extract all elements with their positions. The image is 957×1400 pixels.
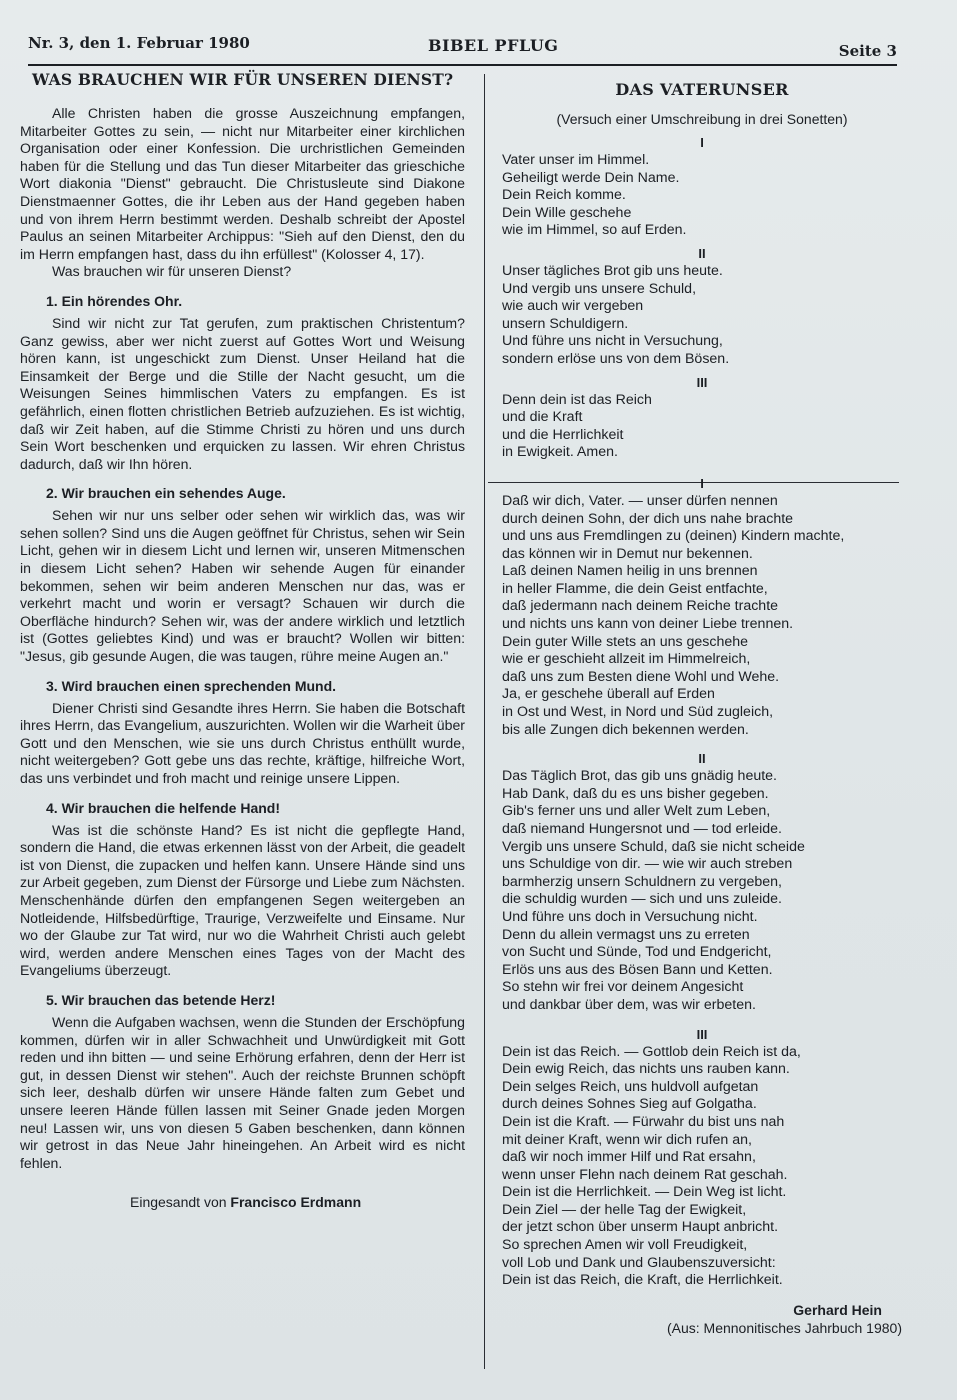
section-text: Sind wir nicht zur Tat gerufen, zum praktischen Christentum? Ganz gewiss, aber wer nicht zuerst auf Gottes Wort und Weisung hören kann, ist ungeschickt zum Dienst. Unser Heiland hat die Einsamkeit der Berge und die Stille der Nacht gesucht, um die Weisungen Seines himmlischen Vaters zu empfangen. Es ist gefährlich, einen flotten christlichen Betrieb aufzuziehen. Es ist wichtig, daß wir Zeit haben, auf die Stimme Christi zu hören und uns durch Sein Wort beschenken und erquicken zu lassen. Wir ehren Christus dadurch, daß wir Ihn hören. [20, 314, 465, 472]
poem-line: durch deinen Sohn, der dich uns nahe brachte [502, 510, 794, 527]
section-heading: 3. Wird brauchen einen sprechenden Mund. [46, 677, 337, 694]
poem-line: Hab Dank, daß du es uns bisher gegeben. [502, 785, 769, 802]
poem-line: Geheiligt werde Dein Name. [502, 169, 680, 186]
stanza-numeral: I [700, 135, 704, 150]
poem-line: Laß deinen Namen heilig in uns brennen [502, 563, 758, 580]
section-heading: 4. Wir brauchen die helfende Hand! [46, 799, 281, 816]
poem-line: und die Herrlichkeit [502, 426, 624, 443]
poem-line: Dein ist die Kraft. — Fürwahr du bist uns nah [502, 1113, 785, 1130]
stanza-numeral: III [696, 1026, 708, 1042]
section-heading: 2. Wir brauchen ein sehendes Auge. [46, 485, 286, 502]
poem-line: Und führe uns nicht in Versuchung, [502, 333, 723, 350]
section-text: Sehen wir nur uns selber oder sehen wir wirklich das, was wir sehen sollen? Sind uns die Augen geöffnet für Christus, sehen wir Sein Licht, gehen wir in diesem Licht und lernen wir, unseren Mitmenschen in diesem Licht sehen? Haben wir sehende Augen für einander bekommen, sehen wir beim anderen Menschen nur das, was er verkehrt macht und worin er versagt? Schauen wir durch die Oberfläche hindurch? Sehen wir, was der andere wirklich und letztlich ist (Gottes geliebtes Kind) und was er braucht? Wollen wir bitten: "Jesus, gib gesunde Augen, die was taugen, rühre meine Augen an." [20, 507, 465, 665]
section-heading: 1. Ein hörendes Ohr. [46, 292, 183, 309]
poem-line: uns Schuldige von dir. — wie wir auch streben [502, 856, 793, 873]
poem-line: Dein ewig Reich, das nichts uns rauben kann. [502, 1061, 790, 1078]
poem-line: durch deines Sohnes Sieg auf Golgatha. [502, 1096, 757, 1113]
page-number: Seite 3 [838, 42, 897, 60]
poem-line: daß uns zum Besten diene Wohl und Wehe. [502, 668, 780, 685]
poem-line: Dein Wille geschehe [502, 204, 632, 221]
poem-line: Unser tägliches Brot gib uns heute. [502, 262, 723, 279]
stanza-numeral: II [698, 245, 706, 261]
poem-line: in heller Flamme, die dein Geist entfachte, [502, 580, 768, 597]
section-text: Diener Christi sind Gesandte ihres Herrn. Sie haben die Botschaft ihres Herrn, das Evangelium, auszurichten. Wollen wir die Warheit über Gott und den Menschen, wie sie uns durch Christus enthüllt wurde, nicht weitergeben? Gott gebe uns das rechte, kräftige, hilfreiche Wort, das uns verbindet und froh macht und reinige unsere Lippen. [20, 699, 465, 786]
article-signature [130, 1194, 465, 1210]
section-text: Was ist die schönste Hand? Es ist nicht die gepflegte Hand, sondern die Hand, die etwas erkennen lässt von der Arbeit, die geadelt ist von Dienst, die zupacken und helfen kann. Unsere Hände sind uns zur Arbeit gegeben, zum Dienst der Fürsorge und Liebe zum Nächsten. Menschenhände dürfen den empfangenen Segen weitergeben an Notleidende, Hilfsbedürftige, Traurige, Verzweifelte und Einsame. Nur wo der Glaube zur Tat wird, nur wo die Wahrheit Christi auch gelebt wird, werden andere Menschen eines Tages von der Macht des Evangeliums überzeugt. [20, 821, 465, 979]
poem-line: Erlös uns aus des Bösen Bann und Ketten. [502, 961, 773, 978]
poem-line: voll Lob und Dank und Glaubenszuversicht: [502, 1254, 776, 1271]
publication-title: BIBEL PFLUG [428, 36, 559, 55]
column-divider [484, 74, 485, 1369]
poem-column [502, 80, 902, 1336]
poem-line: Dein Reich komme. [502, 187, 626, 204]
poem-line: Dein guter Wille stets an uns geschehe [502, 633, 749, 650]
poem-author: Gerhard Hein [793, 1301, 882, 1318]
article-title: WAS BRAUCHEN WIR FÜR UNSEREN DIENST? [32, 70, 454, 89]
section-text: Wenn die Aufgaben wachsen, wenn die Stunden der Erschöpfung kommen, dürfen wir in aller Schwachheit und Unwürdigkeit mit Gott reden und ihn bitten — und seine Erhörung erfahren, denn der Herr ist gut, in dessen Dienst wir stehen". Auch der reichste Brunnen schöpft sich leer, deshalb dürfen wir unsere Hände falten zum Gebet und unsere leeren Hände füllen lassen mit Seiner Gnade jeden Morgen neu! Lassen wir, uns von diesen 5 Gaben beschenken, dann können wir getrost in das Neue Jahr hineingehen. An Arbeit wird es nicht fehlen. [20, 1013, 465, 1171]
issue-date: Nr. 3, den 1. Februar 1980 [28, 34, 250, 52]
poem-line: daß niemand Hungersnot und — tod erleide. [502, 821, 782, 837]
poem-line: Gib's ferner uns und aller Welt zum Leben, [502, 803, 771, 820]
poem-line: Dein ist die Herrlichkeit. — Dein Weg ist licht. [502, 1184, 787, 1201]
poem-line: bis alle Zungen dich bekennen werden. [502, 721, 749, 738]
poem-line: wenn unser Flehn nach deinem Rat geschah. [502, 1166, 788, 1183]
poem-line: Und führe uns doch in Versuchung nicht. [502, 908, 758, 925]
poem-line: und uns aus Fremdlingen zu (deinen) Kindern machte, [502, 528, 845, 545]
poem-line: unsern Schuldigern. [502, 315, 629, 332]
poem-line: und nichts uns kann von deiner Liebe trennen. [502, 616, 794, 633]
poem-line: Denn du allein vermagst uns zu erreten [502, 926, 750, 943]
poem-line: Dein Ziel — der helle Tag der Ewigkeit, [502, 1201, 747, 1218]
article-intro: Alle Christen haben die grosse Auszeichnung empfangen, Mitarbeiter Gottes zu sein, — nicht nur Mitarbeiter einer kirchlichen Organisation oder einer Konfession. Die urchristlichen Gemeinden haben für die Stellung und das Tun dieser Mitarbeiter das grieschiche Wort diakonia "Dienst" gebraucht. Die Christusleute sind Diakone Dienstmaenner Gottes, die ihr Leben aus der Hand gegeben haben und von ihrem Herrn bestimmt werden. Deshalb schreibt der Apostel Paulus an seinen Mitarbeiter Archippus: "Sieh auf den Dienst, den du im Herrn empfangen hast, dass du ihn erfüllest" (Kolosser 4, 17). [20, 105, 465, 262]
stanza-numeral: III [696, 374, 708, 390]
poem-line: der jetzt schon über unserm Haupt anbricht. [502, 1219, 779, 1236]
poem-line: So sprechen Amen wir voll Freudigkeit, [502, 1237, 748, 1254]
poem-line: Daß wir dich, Vater. — unser dürfen nennen [502, 492, 778, 509]
poem-line: So stehn wir frei vor deinem Angesicht [502, 979, 744, 996]
stanza-numeral: II [698, 751, 706, 767]
poem-subtitle: (Versuch einer Umschreibung in drei Sonetten) [556, 111, 848, 127]
poem-line: Das Täglich Brot, das gib uns gnädig heute. [502, 768, 777, 785]
poem-line: wie im Himmel, so auf Erden. [502, 222, 687, 239]
poem-line: Denn dein ist das Reich [502, 391, 652, 408]
poem-line: und dankbar über dem, was wir erbeten. [502, 996, 756, 1013]
poem-line: sondern erlöse uns von dem Bösen. [502, 350, 730, 367]
poem-line: die schuldig wurden — sich und uns zuleide. [502, 891, 782, 908]
signature-name: Francisco Erdmann [230, 1194, 362, 1211]
prayer-text [502, 135, 902, 462]
sonnets [502, 476, 902, 1290]
poem-line: daß wir noch immer Hilf und Rat ersahn, [502, 1149, 756, 1166]
poem-line: barmherzig unsern Schuldnern zu vergeben, [502, 873, 782, 890]
poem-line: mit deiner Kraft, wenn wir dich rufen an, [502, 1131, 752, 1148]
poem-line: Und vergib uns unsere Schuld, [502, 280, 697, 297]
page-header [28, 30, 897, 66]
poem-line: in Ewigkeit. Amen. [502, 444, 618, 461]
poem-source: (Aus: Mennonitisches Jahrbuch 1980) [666, 1319, 902, 1336]
poem-line: Vergib uns unsere Schuld, daß sie nicht scheide [502, 838, 805, 855]
stanza-numeral: I [700, 475, 704, 491]
poem-line: Ja, er geschehe überall auf Erden [502, 686, 715, 703]
poem-line: Vater unser im Himmel. [502, 152, 650, 168]
poem-line: Dein ist das Reich, die Kraft, die Herrlichkeit. [502, 1272, 783, 1289]
poem-line: das können wir in Demut nur bekennen. [502, 545, 753, 562]
poem-line: daß jedermann nach deinem Reiche trachte [502, 598, 779, 615]
poem-title: DAS VATERUNSER [615, 80, 789, 99]
poem-line: wie er geschieht allzeit im Himmelreich, [502, 651, 751, 668]
poem-line: von Sucht und Sünde, Tod und Endgericht, [502, 944, 772, 961]
section-heading: 5. Wir brauchen das betende Herz! [46, 991, 276, 1008]
article-question: Was brauchen wir für unseren Dienst? [52, 263, 292, 280]
poem-line: Dein selges Reich, uns huldvoll aufgetan [502, 1078, 759, 1095]
signature-prefix: Eingesandt von [130, 1194, 227, 1211]
poem-line: in Ost und West, in Nord und Süd zugleich, [502, 704, 774, 721]
article-column [20, 70, 465, 1210]
poem-line: Dein ist das Reich. — Gottlob dein Reich ist da, [502, 1043, 801, 1060]
poem-line: und die Kraft [502, 409, 583, 426]
poem-line: wie auch wir vergeben [502, 298, 644, 315]
